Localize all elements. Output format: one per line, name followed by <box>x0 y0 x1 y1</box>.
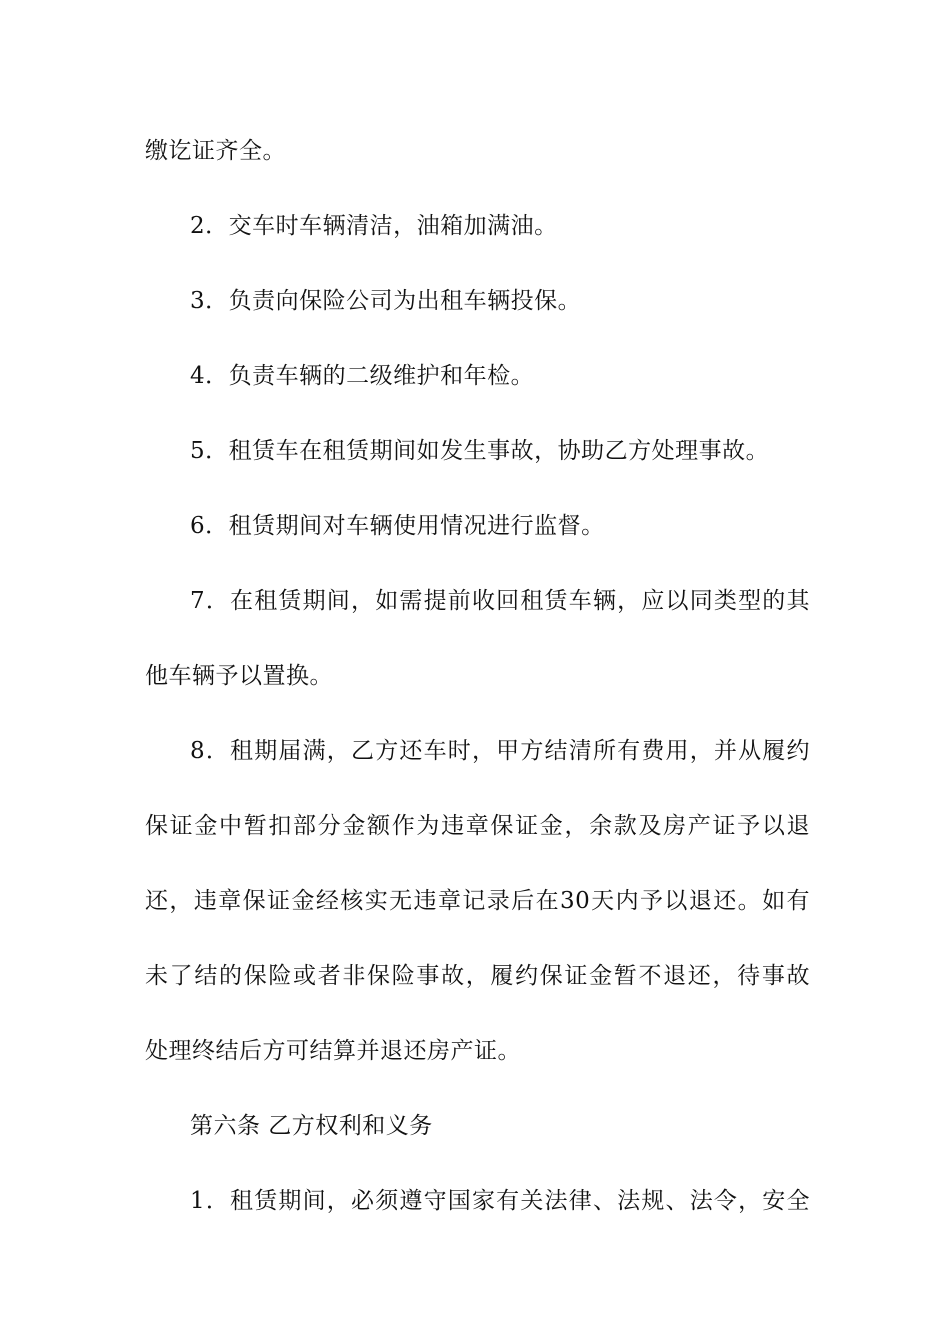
text-line-4: 4．负责车辆的二级维护和年检。 <box>190 363 535 389</box>
text-line-3: 3．负责向保险公司为出租车辆投保。 <box>190 288 582 314</box>
text-line-10: 保证金中暂扣部分金额作为违章保证金，余款及房产证予以退 <box>145 813 810 839</box>
text-line-1: 缴讫证齐全。 <box>145 138 286 164</box>
text-line-2: 2．交车时车辆清洁，油箱加满油。 <box>190 213 558 239</box>
text-line-8: 他车辆予以置换。 <box>145 663 333 689</box>
text-line-11: 还，违章保证金经核实无违章记录后在30天内予以退还。如有 <box>145 888 810 914</box>
text-line-13: 处理终结后方可结算并退还房产证。 <box>145 1038 521 1064</box>
text-line-6: 6．租赁期间对车辆使用情况进行监督。 <box>190 513 605 539</box>
text-line-7: 7．在租赁期间，如需提前收回租赁车辆，应以同类型的其 <box>190 588 810 614</box>
text-line-9: 8．租期届满，乙方还车时，甲方结清所有费用，并从履约 <box>190 738 810 764</box>
text-line-5: 5．租赁车在租赁期间如发生事故，协助乙方处理事故。 <box>190 438 770 464</box>
text-line-12: 未了结的保险或者非保险事故，履约保证金暂不退还，待事故 <box>145 963 810 989</box>
text-line-15: 1．租赁期间，必须遵守国家有关法律、法规、法令，安全 <box>190 1188 810 1214</box>
section-heading: 第六条 乙方权利和义务 <box>190 1113 433 1139</box>
